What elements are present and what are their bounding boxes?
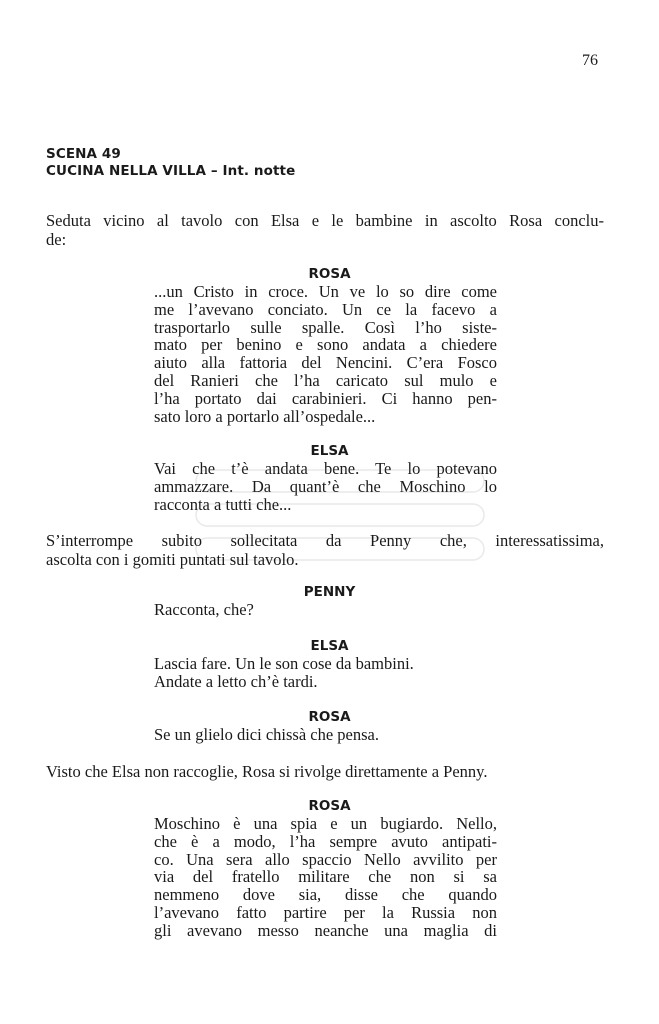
action-paragraph-2	[46, 531, 604, 569]
text-line: gli avevano messo neanche una maglia di	[154, 920, 497, 940]
text-line: sato loro a portarlo all’ospedale...	[154, 406, 376, 426]
text-line: ...un Cristo in croce. Un ve lo so dire come	[154, 282, 497, 301]
text-line: nemmeno dove sia, disse che quando	[154, 885, 497, 905]
character-name-elsa: ELSA	[310, 638, 349, 654]
text-line: trasportarlo sulle spalle. Così l’ho siste-	[154, 317, 497, 337]
scene-location: CUCINA NELLA VILLA – Int. notte	[46, 163, 296, 179]
text-line: ammazzare. Da quant’è che Moschino lo	[154, 476, 497, 496]
scene-number: SCENA 49	[46, 146, 121, 162]
text-line: Andate a letto ch’è tardi.	[154, 671, 318, 691]
character-name-elsa: ELSA	[310, 443, 349, 459]
text-line: me l’avevano conciato. Un ce la facevo a	[154, 299, 497, 319]
text-line: mato per benino e sono andata a chiedere	[154, 335, 497, 355]
text-line: Se un glielo dici chissà che pensa.	[154, 725, 379, 744]
text-line: Visto che Elsa non raccoglie, Rosa si rivolge direttamente a Penny.	[46, 762, 488, 781]
text-line: S’interrompe subito sollecitata da Penny che, interessatissima,	[46, 531, 604, 550]
character-name-rosa: ROSA	[308, 266, 351, 282]
dialogue-elsa-2	[154, 655, 497, 691]
text-line: co. Una sera allo spaccio Nello avvilito per	[154, 849, 497, 869]
text-line: de:	[46, 230, 67, 249]
text-line: via del fratello militare che non si sa	[154, 867, 497, 887]
text-line: racconta a tutti che...	[154, 494, 292, 514]
dialogue-rosa-2	[154, 726, 497, 744]
text-line: aiuto alla fattoria del Nencini. C’era Fosco	[154, 353, 497, 373]
character-name-penny: PENNY	[303, 584, 356, 600]
text-line: Lascia fare. Un le son cose da bambini.	[154, 654, 414, 673]
text-line: Seduta vicino al tavolo con Elsa e le bambine in ascolto Rosa conclu-	[46, 211, 604, 230]
text-line: del Ranieri che l’ha caricato sul mulo e	[154, 370, 497, 390]
dialogue-penny-1	[154, 601, 497, 619]
text-line: Racconta, che?	[154, 600, 254, 619]
page-number: 76	[582, 52, 598, 69]
text-line: l’avevano fatto partire per la Russia non	[154, 902, 497, 922]
character-name-rosa: ROSA	[308, 798, 351, 814]
text-line: ascolta con i gomiti puntati sul tavolo.	[46, 550, 299, 569]
text-line: che è a modo, l’ha sempre avuto antipati-	[154, 831, 497, 851]
action-paragraph-1	[46, 211, 604, 249]
text-line: Moschino è una spia e un bugiardo. Nello,	[154, 814, 497, 833]
text-line: l’ha portato dai carabinieri. Ci hanno pen-	[154, 388, 497, 408]
dialogue-rosa-1	[154, 283, 497, 425]
dialogue-rosa-3	[154, 815, 497, 940]
text-line: Vai che t’è andata bene. Te lo potevano	[154, 459, 497, 478]
character-name-rosa: ROSA	[308, 709, 351, 725]
action-paragraph-3	[46, 762, 604, 781]
